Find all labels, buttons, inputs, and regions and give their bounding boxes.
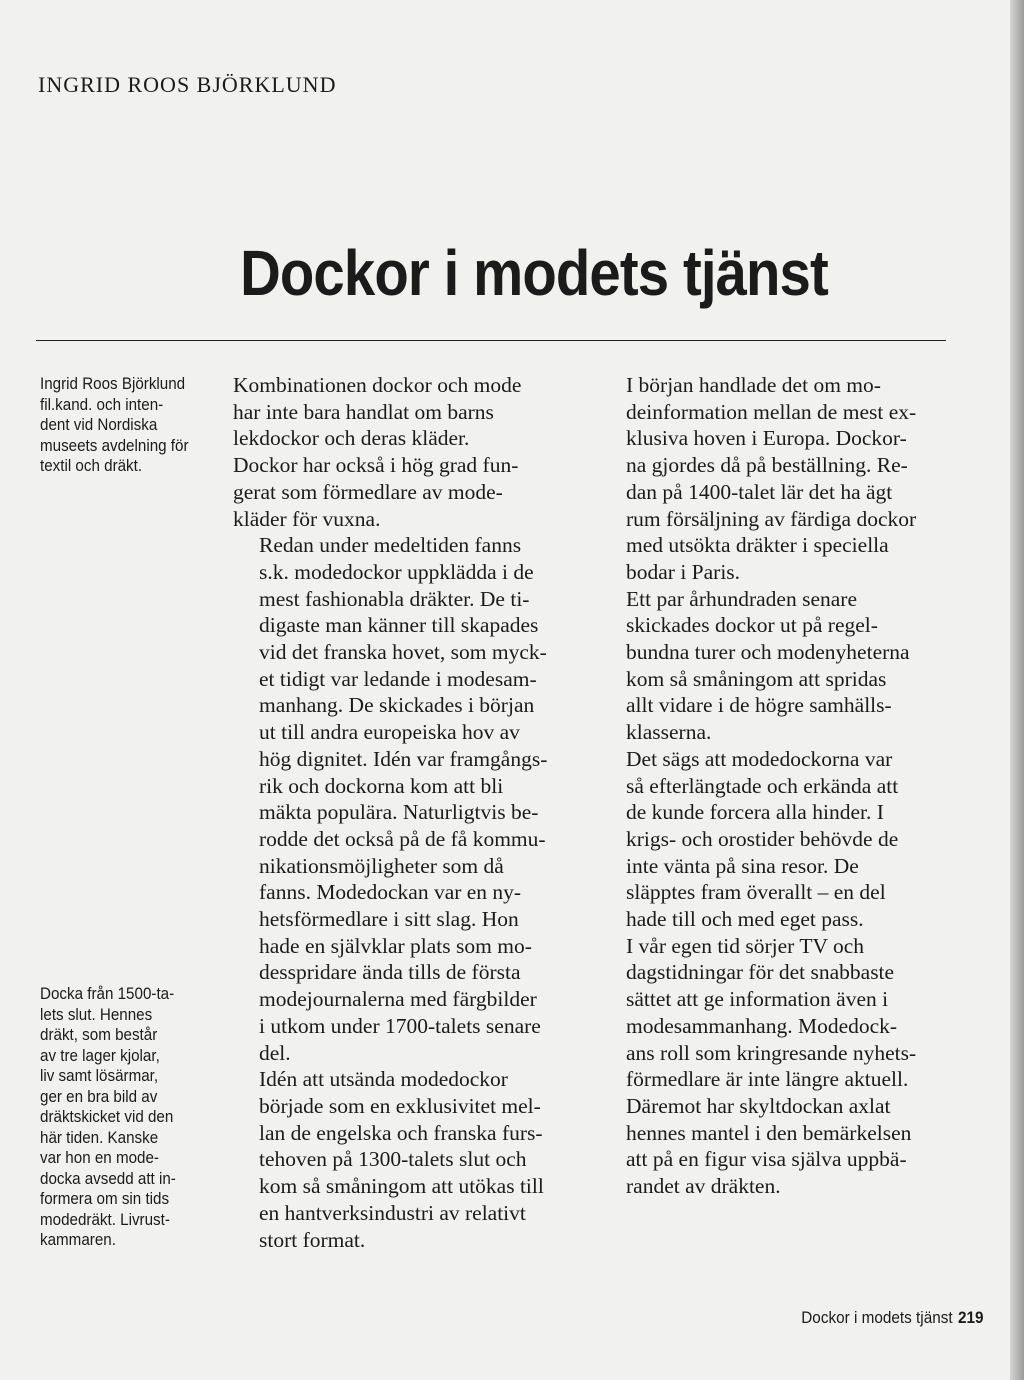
- text-line: de kunde forcera alla hinder. I: [626, 800, 884, 825]
- caption-line: dräkt, som består: [40, 1026, 158, 1044]
- text-line: dan på 1400-talet lär det ha ägt: [626, 479, 893, 504]
- text-line: bundna turer och modenyheterna: [626, 640, 910, 665]
- author-heading: INGRID ROOS BJÖRKLUND: [38, 72, 337, 97]
- caption-line: av tre lager kjolar,: [40, 1046, 160, 1065]
- text-line: mäkta populära. Naturligtvis be-: [259, 800, 539, 825]
- text-line: del.: [259, 1040, 291, 1065]
- title-rule: [36, 340, 946, 341]
- caption-line: formera om sin tids: [40, 1190, 170, 1208]
- page-edge-shadow: [1010, 0, 1024, 1380]
- caption-line: modedräkt. Livrust-: [40, 1210, 170, 1229]
- text-line: tehoven på 1300-talets slut och: [259, 1147, 527, 1172]
- text-line: Ett par århundraden senare: [626, 586, 858, 611]
- paragraph: [233, 532, 583, 1066]
- author-note-text: [40, 374, 198, 477]
- text-line: klasserna.: [626, 720, 712, 745]
- text-line: hög dignitet. Idén var framgångs-: [259, 746, 548, 771]
- text-line: kom så småningom att utökas till: [259, 1174, 544, 1199]
- text-line: började som en exklusivitet mel-: [259, 1093, 541, 1118]
- text-line: lekdockor och deras kläder.: [233, 426, 470, 451]
- text-line: inte vänta på sina resor. De: [626, 853, 859, 878]
- caption-line: kammaren.: [40, 1231, 116, 1249]
- body-column-1: [233, 372, 583, 1253]
- text-line: modejournalerna med färgbilder: [259, 987, 537, 1012]
- paragraph: [600, 372, 960, 586]
- text-line: sättet att ge information även i: [626, 987, 889, 1012]
- text-line: Dockor har också i hög grad fun-: [233, 453, 519, 478]
- text-line: desspridare ända tills de första: [259, 960, 521, 985]
- text-line: na gjordes då på beställning. Re-: [626, 453, 908, 478]
- text-line: rum försäljning av färdiga dockor: [626, 506, 917, 531]
- body-column-2: [600, 372, 960, 1200]
- text-line: Däremot har skyltdockan axlat: [626, 1093, 891, 1118]
- text-line: med utsökta dräkter i speciella: [626, 533, 889, 558]
- text-line: I början handlade det om mo-: [626, 373, 881, 397]
- text-line: dagstidningar för det snabbaste: [626, 960, 895, 985]
- text-line: hetsförmedlare i sitt slag. Hon: [259, 907, 519, 932]
- text-line: hennes mantel i den bemärkelsen: [626, 1120, 912, 1145]
- text-line: bodar i Paris.: [626, 559, 741, 584]
- page-footer: [802, 1308, 984, 1328]
- caption-text: [40, 984, 198, 1251]
- text-line: rik och dockorna kom att bli: [259, 773, 504, 798]
- article-title: Dockor i modets tjänst: [240, 237, 828, 309]
- text-line: hade till och med eget pass.: [626, 907, 864, 932]
- author-note-line: museets avdelning för: [40, 436, 189, 455]
- text-line: allt vidare i de högre samhälls-: [626, 693, 892, 718]
- running-title: Dockor i modets tjänst: [801, 1308, 954, 1327]
- text-line: Redan under medeltiden fanns: [259, 533, 522, 558]
- text-line: så efterlängtade och erkända att: [626, 773, 899, 798]
- text-line: fanns. Modedockan var en ny-: [259, 880, 522, 905]
- text-line: stort format.: [259, 1227, 366, 1252]
- text-line: i utkom under 1700-talets senare: [259, 1013, 541, 1038]
- text-line: har inte bara handlat om barns: [233, 399, 494, 424]
- text-line: lan de engelska och franska furs-: [259, 1120, 543, 1145]
- text-line: digaste man känner till skapades: [259, 613, 539, 638]
- text-line: et tidigt var ledande i modesam-: [259, 666, 537, 691]
- text-line: Kombinationen dockor och mode: [233, 373, 522, 397]
- text-line: manhang. De skickades i början: [259, 693, 535, 718]
- caption-line: här tiden. Kanske: [40, 1128, 159, 1147]
- text-line: deinformation mellan de mest ex-: [626, 399, 917, 424]
- author-note-line: Ingrid Roos Björklund: [40, 375, 186, 393]
- text-line: gerat som förmedlare av mode-: [233, 479, 503, 504]
- text-line: nikationsmöjligheter som då: [259, 853, 504, 878]
- caption-line: lets slut. Hennes: [40, 1005, 153, 1024]
- text-line: vid det franska hovet, som myck-: [259, 640, 547, 665]
- text-line: att på en figur visa själva uppbä-: [626, 1147, 907, 1172]
- text-line: en hantverksindustri av relativt: [259, 1200, 526, 1225]
- caption-line: docka avsedd att in-: [40, 1169, 176, 1188]
- paragraph: [600, 746, 960, 933]
- paragraph: [233, 1066, 583, 1253]
- author-note: [40, 374, 198, 477]
- caption-line: dräktskicket vid den: [40, 1108, 174, 1126]
- text-line: Det sägs att modedockorna var: [626, 746, 893, 771]
- text-line: mest fashionabla dräkter. De ti-: [259, 586, 530, 611]
- text-line: hade en självklar plats som mo-: [259, 933, 532, 958]
- text-line: klusiva hoven i Europa. Dockor-: [626, 426, 907, 451]
- text-line: skickades dockor ut på regel-: [626, 613, 878, 638]
- paragraph: [600, 933, 960, 1200]
- text-line: I vår egen tid sörjer TV och: [626, 933, 865, 958]
- caption-line: var hon en mode-: [40, 1149, 159, 1167]
- text-line: ut till andra europeiska hov av: [259, 720, 520, 745]
- text-line: Idén att utsända modedockor: [259, 1067, 508, 1092]
- paragraph: [233, 372, 583, 532]
- caption-line: liv samt lösärmar,: [40, 1067, 159, 1085]
- text-line: kläder för vuxna.: [233, 506, 381, 531]
- text-line: förmedlare är inte längre aktuell.: [626, 1067, 909, 1092]
- text-line: s.k. modedockor uppklädda i de: [259, 559, 534, 584]
- paragraph: [600, 586, 960, 746]
- text-line: modesammanhang. Modedock-: [626, 1013, 898, 1038]
- author-note-line: textil och dräkt.: [40, 457, 143, 475]
- text-line: kom så småningom att spridas: [626, 666, 887, 691]
- caption-line: ger en bra bild av: [40, 1087, 158, 1106]
- page-number: 219: [958, 1308, 984, 1327]
- text-line: släpptes fram överallt – en del: [626, 880, 886, 905]
- text-line: ans roll som kringresande nyhets-: [626, 1040, 917, 1065]
- text-line: krigs- och orostider behövde de: [626, 826, 899, 851]
- author-note-line: fil.kand. och inten-: [40, 395, 164, 414]
- image-caption: [40, 984, 198, 1251]
- author-note-line: dent vid Nordiska: [40, 416, 158, 434]
- text-line: rodde det också på de få kommu-: [259, 826, 546, 851]
- text-line: randet av dräkten.: [626, 1174, 781, 1199]
- caption-line: Docka från 1500-ta-: [40, 985, 175, 1003]
